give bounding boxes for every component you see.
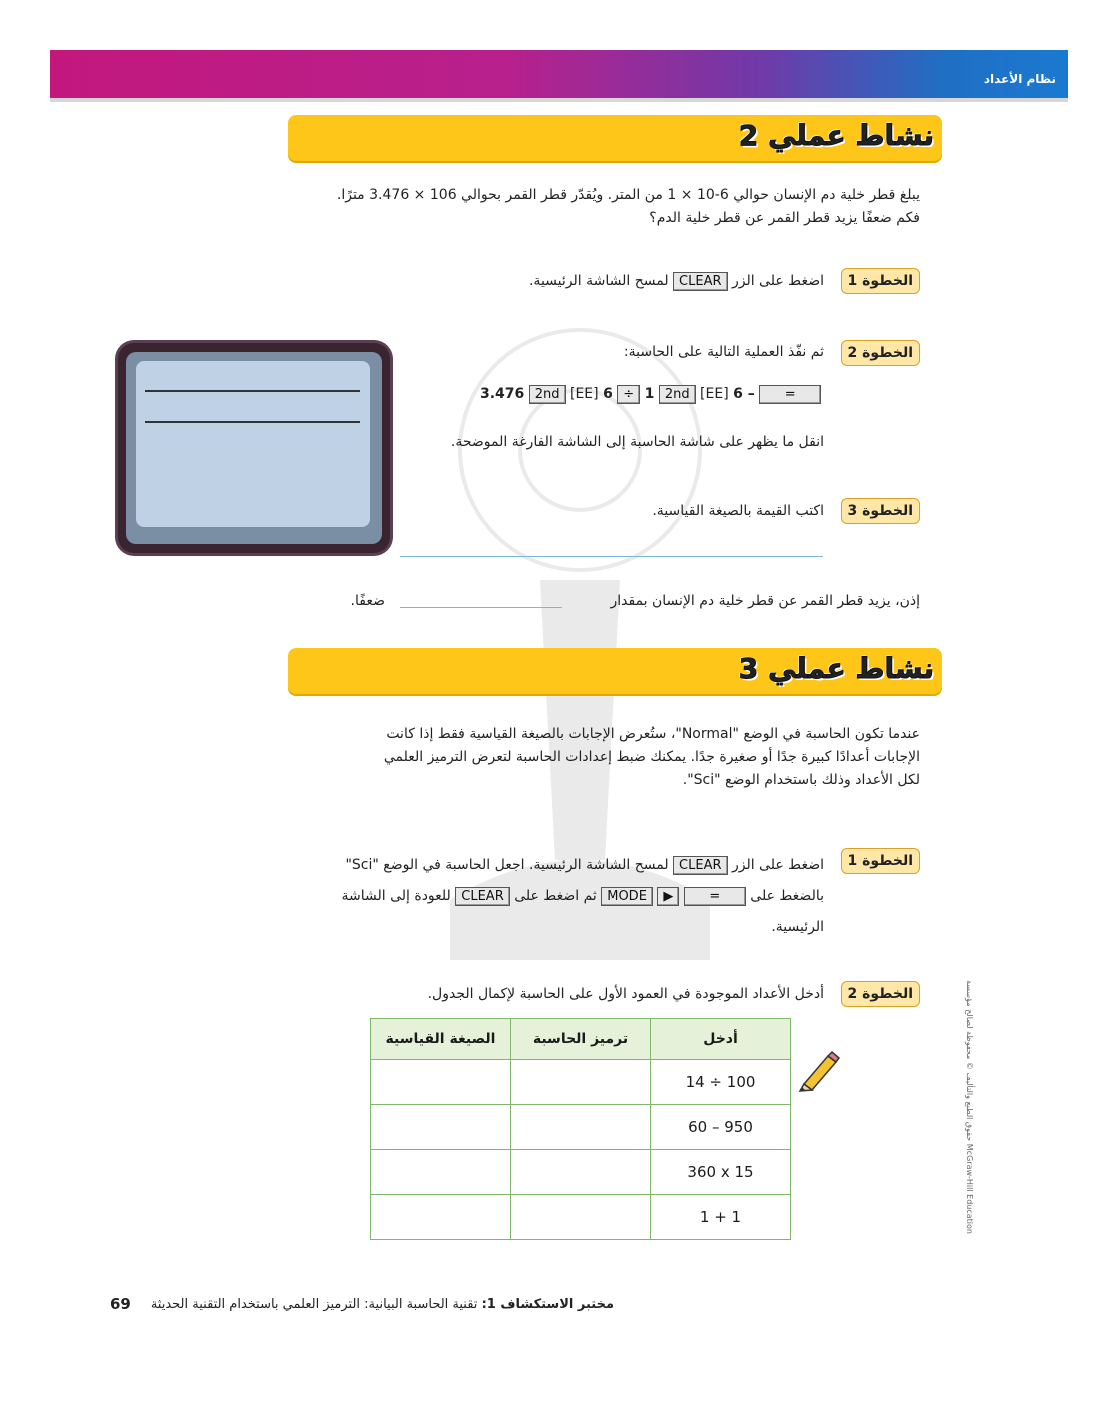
- a3-line2-after: للعودة إلى الشاشة: [341, 888, 451, 904]
- intro-line-2: فكم ضعفًا يزيد قطر القمر عن قطر خلية الدم؟: [649, 210, 920, 226]
- calculator-notation-cell[interactable]: [511, 1195, 651, 1240]
- table-row: [371, 1060, 791, 1105]
- times-answer-line[interactable]: [400, 607, 562, 608]
- activity3-intro: [290, 723, 920, 792]
- a3-clear-key-2: CLEAR: [455, 887, 509, 906]
- a3-clear-key-1: CLEAR: [673, 856, 727, 875]
- activity3-intro-line-1: عندما تكون الحاسبة في الوضع "Normal"، ستُعرض الإجابات بالصيغة القياسية فقط إذا كانت: [386, 726, 920, 742]
- step1-text-before: اضغط على الزر: [731, 273, 824, 289]
- copy-screen-text: انقل ما يظهر على شاشة الحاسبة إلى الشاشة الفارغة الموضحة.: [450, 434, 824, 450]
- standard-form-cell[interactable]: [371, 1195, 511, 1240]
- seq-divide-key: ÷: [617, 385, 640, 404]
- calculator-notation-cell[interactable]: [511, 1060, 651, 1105]
- activity2-step2-badge: الخطوة 2: [841, 340, 920, 366]
- a3-equals-key: =: [684, 887, 746, 906]
- seq-2nd-key-a: 2nd: [529, 385, 566, 404]
- table-row: [371, 1195, 791, 1240]
- table-row: [371, 1105, 791, 1150]
- seq-ee-b: [EE]: [700, 386, 729, 402]
- conclusion-before: إذن، يزيد قطر القمر عن قطر خلية دم الإنسان بمقدار: [610, 593, 920, 609]
- footer-text: تقنية الحاسبة البيانية: الترميز العلمي باستخدام التقنية الحديثة: [150, 1297, 478, 1312]
- table-row: [371, 1150, 791, 1195]
- activity2-step1-badge: الخطوة 1: [841, 268, 920, 294]
- standard-form-answer-line[interactable]: [400, 556, 823, 557]
- activity2-banner: [288, 115, 942, 161]
- seq-2nd-key-b: 2nd: [659, 385, 696, 404]
- screen-line-2: [145, 421, 360, 423]
- seq-3476: 3.476: [480, 386, 525, 402]
- header-calculator-notation: ترميز الحاسبة: [511, 1019, 651, 1060]
- a3-line1-before: اضغط على الزر: [731, 857, 824, 873]
- a3-line1-after: لمسح الشاشة الرئيسية. اجعل الحاسبة في الوضع "Sci": [345, 857, 669, 873]
- activity3-intro-line-3: لكل الأعداد وذلك باستخدام الوضع "Sci".: [682, 772, 920, 788]
- activity2-step1-text: [324, 270, 824, 293]
- screen-line-1: [145, 390, 360, 392]
- activity3-step1-badge: الخطوة 1: [841, 848, 920, 874]
- activity3-step1-text: [279, 850, 824, 943]
- footer-label: مختبر الاستكشاف 1:: [481, 1297, 614, 1312]
- seq-ee-a: [EE]: [569, 386, 599, 402]
- a3-line3: الرئيسية.: [771, 919, 824, 935]
- standard-form-cell[interactable]: [371, 1105, 511, 1150]
- copyright-credit: حقوق الطبع والتأليف © محفوظة لصالح مؤسسة McGraw-Hill Education: [965, 980, 974, 1234]
- conclusion-after: ضعفًا.: [350, 593, 385, 609]
- header-band: [50, 50, 1068, 98]
- a3-right-arrow-key: ▶: [657, 887, 679, 906]
- header-enter: أدخل: [651, 1019, 791, 1060]
- activity2-intro: [280, 184, 920, 230]
- intro-line-1: يبلغ قطر خلية دم الإنسان حوالي 6-10 × 1 من المتر. ويُقدّر قطر القمر بحوالي 106 × 3.476 مترًا.: [336, 187, 920, 203]
- activity2-title: نشاط عملي 2: [738, 119, 934, 152]
- row-expression: 1 + 1: [651, 1195, 791, 1240]
- header-standard-form: الصيغة القياسية: [371, 1019, 511, 1060]
- row-expression: 14 ÷ 100: [651, 1060, 791, 1105]
- seq-6: 6: [603, 386, 613, 402]
- activity2-step3-text: اكتب القيمة بالصيغة القياسية.: [652, 503, 824, 519]
- activity2-step3-badge: الخطوة 3: [841, 498, 920, 524]
- a3-line2-before: بالضغط على: [750, 888, 824, 904]
- activity2-step2-text: ثم نفّذ العملية التالية على الحاسبة:: [623, 344, 824, 360]
- row-expression: 360 x 15: [651, 1150, 791, 1195]
- standard-form-cell[interactable]: [371, 1060, 511, 1105]
- footer: [94, 1297, 614, 1312]
- activity3-step2-badge: الخطوة 2: [841, 981, 920, 1007]
- seq-neg6: 6 –: [733, 386, 755, 402]
- header-title: نظام الأعداد: [983, 72, 1056, 86]
- calculator-table: [370, 1018, 791, 1240]
- a3-line2-mid: ثم اضغط على: [514, 888, 597, 904]
- clear-key: CLEAR: [673, 272, 727, 291]
- seq-1: 1: [644, 386, 655, 402]
- step1-text-after: لمسح الشاشة الرئيسية.: [528, 273, 669, 289]
- activity3-intro-line-2: الإجابات أعدادًا كبيرة جدًا أو صغيرة جدًا. يمكنك ضبط إعدادات الحاسبة لتعرض الترميز العلمي: [383, 749, 920, 765]
- calculator-notation-cell[interactable]: [511, 1105, 651, 1150]
- table-header-row: [371, 1019, 791, 1060]
- page-number: 69: [110, 1295, 131, 1313]
- calculator-notation-cell[interactable]: [511, 1150, 651, 1195]
- activity3-step2-text: أدخل الأعداد الموجودة في العمود الأول على الحاسبة لإكمال الجدول.: [427, 986, 824, 1002]
- seq-equals-key: =: [759, 385, 821, 404]
- pencil-icon: [796, 1048, 840, 1092]
- a3-mode-key: MODE: [601, 887, 653, 906]
- row-expression: 60 – 950: [651, 1105, 791, 1150]
- activity3-banner: [288, 648, 942, 694]
- standard-form-cell[interactable]: [371, 1150, 511, 1195]
- activity3-title: نشاط عملي 3: [738, 652, 934, 685]
- key-sequence: [480, 383, 825, 406]
